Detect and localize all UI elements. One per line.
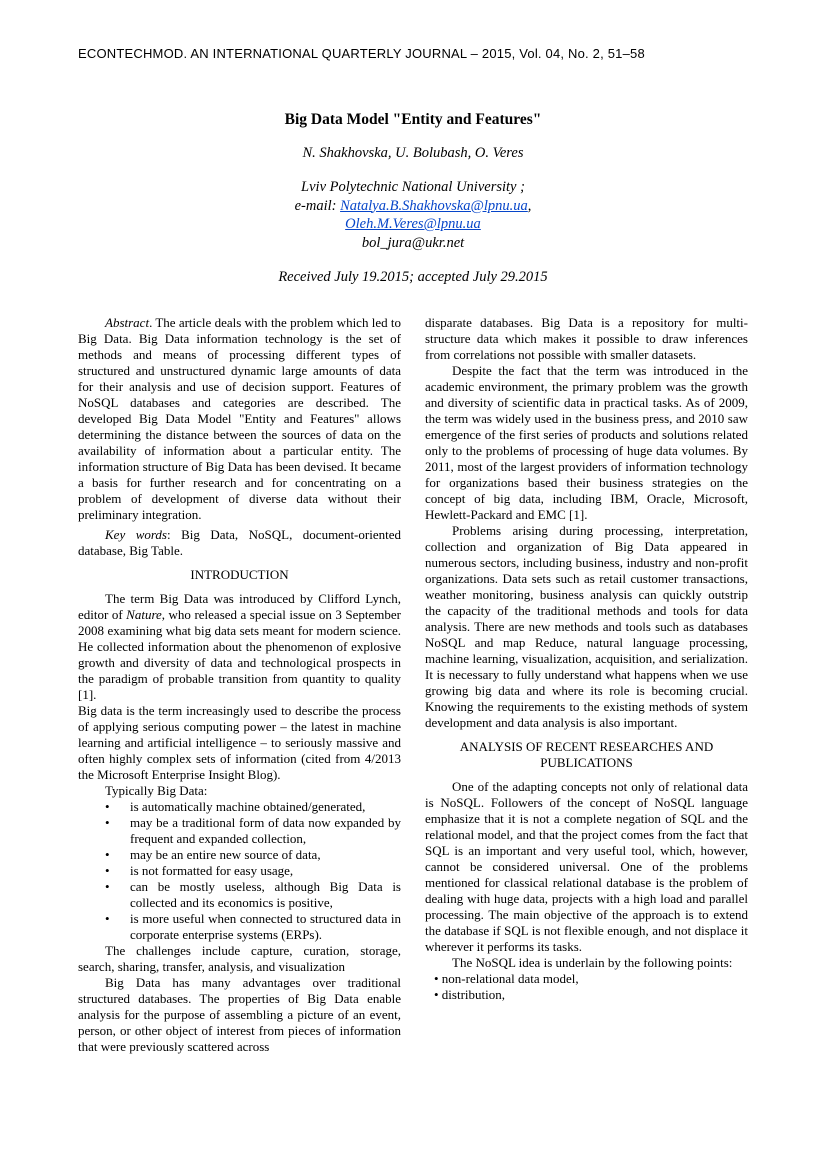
section-heading-introduction: INTRODUCTION bbox=[190, 567, 289, 582]
keywords-label: Key words bbox=[105, 527, 167, 542]
bullet-list-intro-line: Typically Big Data: bbox=[105, 783, 208, 798]
nosql-point: • distribution, bbox=[434, 987, 505, 1002]
abstract-label: Abstract bbox=[105, 315, 150, 330]
abstract-paragraph bbox=[78, 315, 401, 523]
email-line-1 bbox=[78, 197, 748, 216]
authors-line: N. Shakhovska, U. Bolubash, O. Veres bbox=[302, 145, 524, 161]
nosql-points-intro: The NoSQL idea is underlain by the following points: bbox=[452, 955, 733, 970]
intro-p1-text-a: The term Big Data was introduced by Clifford Lynch, editor of bbox=[78, 591, 401, 622]
email-line-2 bbox=[78, 215, 748, 234]
section-heading-analysis: ANALYSIS OF RECENT RESEARCHES AND PUBLICATIONS bbox=[459, 739, 714, 770]
nosql-point: • non-relational data model, bbox=[434, 971, 579, 986]
intro-paragraph-2: Big data is the term increasingly used to describe the process of applying serious computing power – the latest in machine learning and artificial intelligence – to seriously massive and often highly complex sets of information (cited from 4/2013 the Microsoft Enterprise Insight Blog). bbox=[78, 703, 401, 782]
bullet-item: • is more useful when connected to structured data in corporate enterprise systems (ERPs). bbox=[78, 911, 401, 943]
intro-paragraph-4: Big Data has many advantages over traditional structured databases. The properties of Big Data enable analysis for the purpose of assembling a picture of an event, person, or other object of interest from pieces of information that were previously scattered across bbox=[78, 975, 401, 1054]
email-link-2[interactable]: Oleh.M.Veres@lpnu.ua bbox=[345, 216, 481, 232]
received-accepted-line: Received July 19.2015; accepted July 29.2015 bbox=[278, 269, 548, 285]
journal-running-header: ECONTECHMOD. AN INTERNATIONAL QUARTERLY JOURNAL – 2015, Vol. 04, No. 2, 51–58 bbox=[78, 46, 645, 61]
bullet-item: • may be a traditional form of data now expanded by frequent and expanded collection, bbox=[78, 815, 401, 847]
intro-paragraph-3: The challenges include capture, curation, storage, search, sharing, transfer, analysis, and visualization bbox=[78, 943, 401, 974]
intro-p1-italic-nature: Nature bbox=[126, 607, 162, 622]
two-column-body bbox=[78, 315, 748, 1055]
history-paragraph: Despite the fact that the term was introduced in the academic environment, the primary problem was the growth and diversity of scientific data in practical tasks. As of 2009, the term was widely used in the business press, and 2010 saw emergence of the first series of products and solutions related only to the problems of processing of huge data volumes. By 2011, most of the largest providers of information technology for organizations based their business strategies on the concept of big data, including IBM, Oracle, Microsoft, Hewlett-Packard and EMC [1]. bbox=[425, 363, 748, 522]
bullet-item: • can be mostly useless, although Big Data is collected and its economics is positive, bbox=[78, 879, 401, 911]
left-column bbox=[78, 315, 401, 1055]
paper-title: Big Data Model "Entity and Features" bbox=[284, 111, 542, 128]
abstract-text: . The article deals with the problem which led to Big Data. Big Data information technology is the set of methods and means of processing different types of structured and unstructured dynamic large amounts of data for their analysis and use of decision support. Features of NoSQL databases and categories are described. The developed Big Data Model "Entity and Features" allows determining the distance between the sources of data on the availability of information about a particular entity. The information structure of Big Data has been devised. It became a basis for further research and for concentrating on a problem of development of diverse data without their preliminary integration. bbox=[78, 315, 401, 522]
affiliation-block bbox=[78, 178, 748, 252]
bullet-item: • is not formatted for easy usage, bbox=[78, 863, 401, 879]
keywords-paragraph bbox=[78, 527, 401, 559]
email-link-1[interactable]: Natalya.B.Shakhovska@lpnu.ua bbox=[340, 197, 528, 214]
problems-paragraph: Problems arising during processing, interpretation, collection and organization of Big Data appeared in numerous sectors, including business, industry and non-profit organizations. Data sets such as retail customer transactions, weather monitoring, business analysis can quickly outstrip the capacity of the traditional methods and tools for data analysis. There are new methods and tools such as databases NoSQL and map Reduce, natural language processing, machine learning, visualization, acquisition, and serialization. It is necessary to fully understand what happens when we use growing big data and where its role is becoming crucial. Knowing the requirements to the existing methods of system development and data analysis is also important. bbox=[425, 523, 748, 730]
front-matter bbox=[78, 111, 748, 286]
bullet-item: • may be an entire new source of data, bbox=[78, 847, 401, 863]
email-label: e-mail: bbox=[294, 197, 341, 214]
email1-suffix: , bbox=[527, 197, 532, 214]
nosql-paragraph: One of the adapting concepts not only of relational data is NoSQL. Followers of the concept of NoSQL language emphasize that it is not a complete negation of SQL and the relational model, and that the project comes from the fact that SQL is an important and very useful tool, which, however, cannot be considered universal. One of the problems mentioned for classical relational database is the problem of dealing with huge data, projects with a high load and parallel processing. The main objective of the approach is to extend the database if SQL is not flexible enough, and not displace it wherever it performs its tasks. bbox=[425, 779, 748, 954]
affiliation-line: Lviv Polytechnic National University ; bbox=[301, 179, 525, 195]
email-line-3: bol_jura@ukr.net bbox=[361, 234, 465, 251]
big-data-bullet-list bbox=[78, 799, 401, 943]
keywords-text: : Big Data, NoSQL, document-oriented database, Big Table. bbox=[78, 527, 401, 558]
intro-p1-text-b: , who released a special issue on 3 September 2008 examining what big data sets meant for modern science. He collected information about the phenomenon of explosive growth and diversity of data and technological prospects in the paradigm of probable transition from quantity to quality [1]. bbox=[78, 607, 401, 702]
bullet-item: • is automatically machine obtained/generated, bbox=[78, 799, 401, 815]
continuation-paragraph: disparate databases. Big Data is a repository for multi-structure data which makes it possible to draw inferences from correlations not possible with smaller datasets. bbox=[425, 315, 748, 362]
right-column bbox=[425, 315, 748, 1055]
intro-paragraph-1 bbox=[78, 591, 401, 703]
